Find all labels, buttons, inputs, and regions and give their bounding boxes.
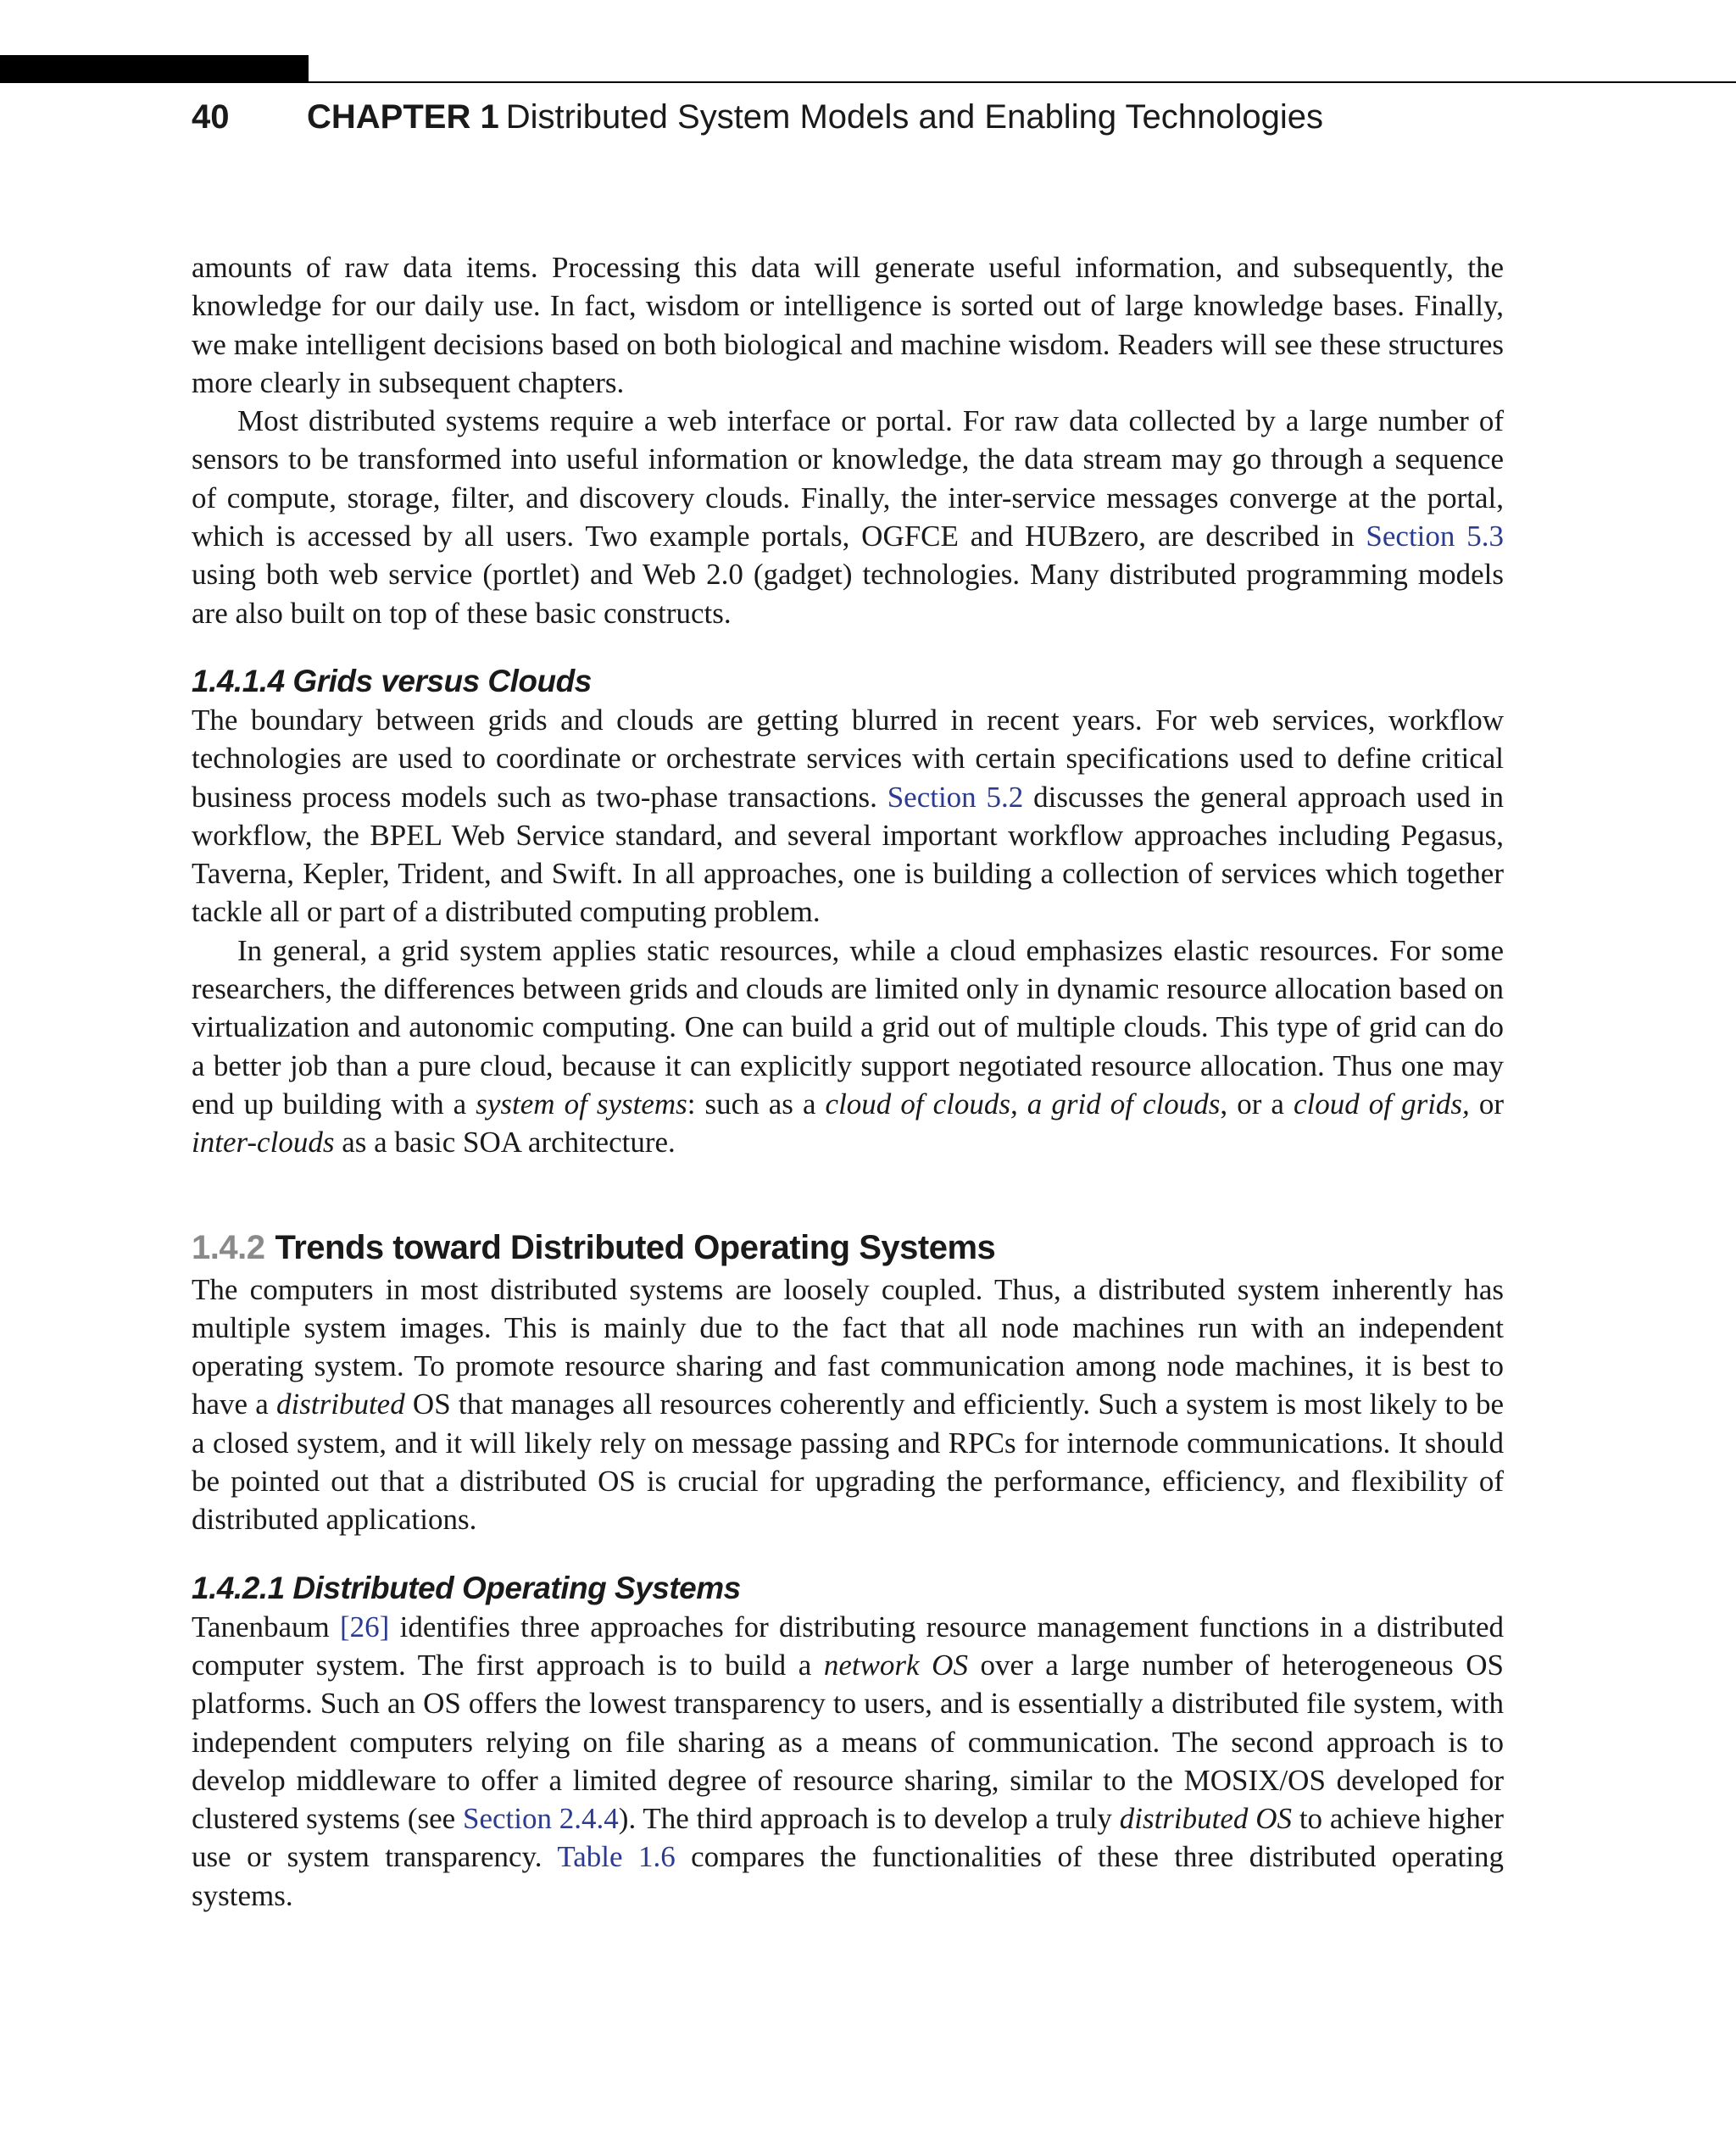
running-header: [192, 93, 1323, 141]
header-rule: [309, 81, 1736, 83]
link-section-5-2[interactable]: Section 5.2: [887, 780, 1024, 814]
subsection-heading: 1.4.2.1 Distributed Operating Systems: [192, 1570, 741, 1605]
link-reference-26[interactable]: [26]: [340, 1610, 390, 1643]
paragraph: In general, a grid system applies static resources, while a cloud emphasizes elastic resources. For some researchers, the differences between grids and clouds are limited only in dynamic resource allocation based on virtualization and autonomic computing. One can build a grid out of multiple clouds. This type of grid can do a better job than a pure cloud, because it can explicitly support negotiated resource allocation. Thus one may end up building with a system of systems: such as a cloud of clouds, a grid of clouds, or a cloud of grids, or inter-clouds as a basic SOA architecture.: [192, 933, 1505, 1159]
paragraph: The computers in most distributed systems are loosely coupled. Thus, a distributed system inherently has multiple system images. This is mainly due to the fact that all node machines run with an independent operating system. To promote resource sharing and fast communication among node machines, it is best to have a distributed OS that manages all resources coherently and efficiently. Such a system is most likely to be a closed system, and it will likely rely on message passing and RPCs for internode communications. It should be pointed out that a distributed OS is crucial for upgrading the performance, efficiency, and flexibility of distributed applications.: [192, 1272, 1504, 1537]
page-body: [192, 248, 1504, 1915]
link-section-5-3[interactable]: Section 5.3: [1366, 520, 1504, 553]
paragraph: The boundary between grids and clouds are getting blurred in recent years. For web services, workflow technologies are used to coordinate or orchestrate services with certain specifications used to define critical business process models such as two-phase transactions. Section 5.2 discusses the general approach used in workflow, the BPEL Web Service standard, and several important workflow approaches including Pegasus, Taverna, Kepler, Trident, and Swift. In all approaches, one is building a collection of services which together tackle all or part of a distributed computing problem.: [192, 703, 1504, 929]
link-table-1-6[interactable]: Table 1.6: [557, 1840, 676, 1874]
section-heading: [192, 1226, 1504, 1269]
paragraph: Most distributed systems require a web interface or portal. For raw data collected by a large number of sensors to be transformed into useful information or knowledge, the data stream may go through a sequence of compute, storage, filter, and discovery clouds. Finally, the inter-service messages converge at the portal, which is accessed by all users. Two example portals, OGFCE and HUBzero, are described in Section 5.3 using both web service (portlet) and Web 2.0 (gadget) technologies. Many distributed programming models are also built on top of these basic constructs.: [192, 404, 1504, 630]
header-bar-block: [0, 55, 309, 83]
chapter-title: Distributed System Models and Enabling Technologies: [505, 98, 1323, 136]
link-section-2-4-4[interactable]: Section 2.4.4: [462, 1802, 619, 1836]
page-number: 40: [192, 98, 230, 136]
section-title: Trends toward Distributed Operating Systems: [275, 1228, 996, 1266]
paragraph: Tanenbaum [26] identifies three approaches for distributing resource management functions in a distributed computer system. The first approach is to build a network OS over a large number of heterogeneous OS platforms. Such an OS offers the lowest transparency to users, and is essentially a distributed file system, with independent computers relying on file sharing as a means of communication. The second approach is to develop middleware to offer a limited degree of resource sharing, similar to the MOSIX/OS developed for clustered systems (see Section 2.4.4). The third approach is to develop a truly distributed OS to achieve higher use or system transparency. Table 1.6 compares the functionalities of these three distributed operating systems.: [192, 1610, 1505, 1912]
section-number: 1.4.2: [192, 1228, 265, 1266]
subsection-heading: 1.4.1.4 Grids versus Clouds: [192, 663, 592, 698]
paragraph: amounts of raw data items. Processing this data will generate useful information, and subsequently, the knowledge for our daily use. In fact, wisdom or intelligence is sorted out of large knowledge bases. Finally, we make intelligent decisions based on both biological and machine wisdom. Readers will see these structures more clearly in subsequent chapters.: [192, 251, 1504, 399]
chapter-label: CHAPTER 1: [307, 98, 499, 136]
